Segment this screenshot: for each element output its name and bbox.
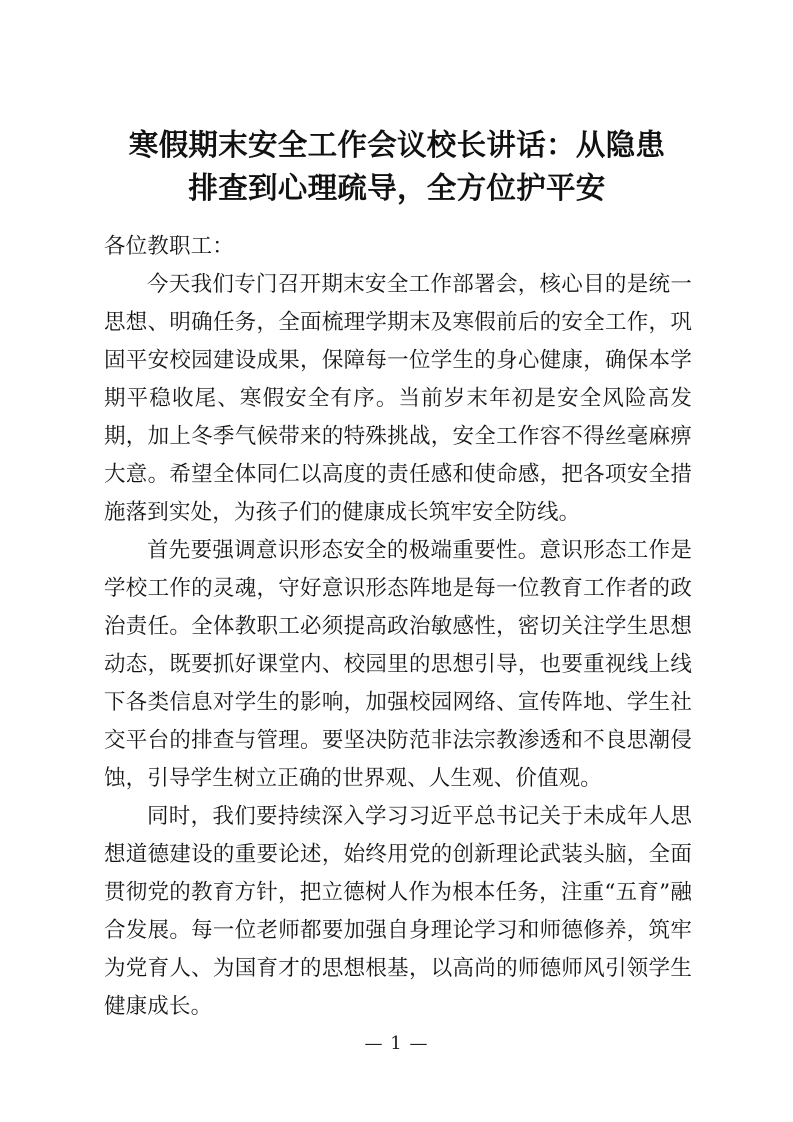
body-paragraph-2: 首先要强调意识形态安全的极端重要性。意识形态工作是学校工作的灵魂，守好意识形态阵地是每一位教育工作者的政治责任。全体教职工必须提高政治敏感性，密切关注学生思想动态，既要抓好课堂内、校园里的思想引导，也要重视线上线下各类信息对学生的影响，加强校园网络、宣传阵地、学生社交平台的排查与管理。要坚决防范非法宗教渗透和不良思潮侵蚀，引导学生树立正确的世界观、人生观、价值观。 [104,538,692,791]
page-title [100,124,694,210]
title-line-2: 排查到心理疏导，全方位护平安 [188,170,606,205]
salutation: 各位教职工： [104,234,234,259]
body-paragraph-3: 同时，我们要持续深入学习习近平总书记关于未成年人思想道德建设的重要论述，始终用党的创新理论武装头脑，全面贯彻党的教育方针，把立德树人作为根本任务，注重“五育”融合发展。每一位老师都要加强自身理论学习和师德修养，筑牢为党育人、为国育才的思想根基，以高尚的师德师风引领学生健康成长。 [104,804,692,1019]
title-line-1: 寒假期末安全工作会议校长讲话：从隐患 [128,127,666,162]
document-body [104,228,692,1026]
page-number: — 1 — [364,1033,429,1054]
body-paragraph-1: 今天我们专门召开期末安全工作部署会，核心目的是统一思想、明确任务，全面梳理学期末及寒假前后的安全工作，巩固平安校园建设成果，保障每一位学生的身心健康，确保本学期平稳收尾、寒假安全有序。当前岁末年初是安全风险高发期，加上冬季气候带来的特殊挑战，安全工作容不得丝毫麻痹大意。希望全体同仁以高度的责任感和使命感，把各项安全措施落到实处，为孩子们的健康成长筑牢安全防线。 [104,272,692,525]
